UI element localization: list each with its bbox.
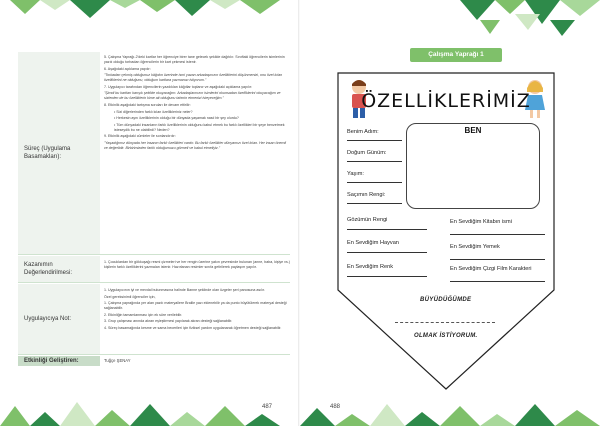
row-label: Uygulayıcıya Not: — [24, 316, 72, 322]
note-item: 3. Grup çalışması anında akran eşleştirmesi yapılarak akran desteği sağlanabilir. — [104, 319, 233, 324]
developer-name: Tuğçe ŞENAY — [104, 358, 131, 363]
table-row-process — [18, 52, 290, 255]
worksheet-title: ÖZELLİKLERİMİZ — [361, 90, 531, 112]
process-quote: "Yaşadığımız dünyada her insanın farklı özellikleri vardır. Bu farklı özellikler dünyamızı özel kılan. Her insan önemli ve değerlidir. Birbirimizden farklı olduğumuzu görmeli ve kabul etmeliyiz." — [104, 140, 287, 150]
field-label: En Sevdiğim Renk — [347, 264, 394, 270]
row-label: Süreç (Uygulama Basamakları): — [24, 146, 71, 160]
process-quote: "Şimdi bu kartları karışık şekilde okuyacağım. Arkadaşlarınızın isimlerini okunsadan özelliklerini okuyacağım ve sizlerden de bu özelliklerin kime ait olduğunu tahmin etmenizi isteyeceğim." — [104, 91, 281, 101]
bottom-decoration-left — [0, 392, 300, 426]
field-label: Benim Adım: — [347, 129, 379, 135]
answer-line[interactable] — [347, 229, 427, 230]
process-item: 6. Aşağıdaki açıklama yapılır: — [104, 66, 151, 71]
dream-job-line[interactable] — [395, 322, 495, 323]
discussion-question: • Sizi diğerlerinden farklı kılan özellikleriniz neler? — [114, 109, 193, 114]
process-item: 7. Uygulayıcı tarafından öğrencilerin yazdıkları kâğıtlar toplanır ve aşağıdaki açıklama yapılır: — [104, 84, 253, 89]
answer-line[interactable] — [450, 281, 545, 282]
page-number: 487 — [262, 404, 273, 410]
answer-line[interactable] — [347, 161, 402, 162]
row-label-cell — [18, 284, 100, 354]
row-label-cell — [18, 356, 100, 366]
answer-line[interactable] — [450, 234, 545, 235]
table-row-evaluation — [18, 256, 290, 283]
top-decoration-right — [300, 0, 600, 50]
process-item: 8. Etkinlik aşağıdaki tartışma soruları ile devam ettirilir: — [104, 102, 191, 107]
row-content — [104, 55, 290, 254]
process-quote: "Torbadan çekmiş olduğunuz kâğıdın üzerinde ismi yazan arkadaşınızın özelliklerini düşünmenizi, onu özel kılan özelliklerini ne olduğunu, olduğum kartlara yazmanızı istiyorum." — [104, 73, 283, 83]
note-item: 2. Etkinliğin tamamlanması için ek süre verilebilir. — [104, 312, 183, 317]
ben-label: BEN — [464, 126, 482, 135]
field-label: En Sevdiğim Yemek — [450, 244, 500, 250]
answer-line[interactable] — [347, 252, 427, 253]
note-item: 1. Uygulayıcının iyi ve mevdal bulunmasına halinde Banne şeklinde olan üzgeler şeri panosuna asılır. — [104, 288, 266, 292]
answer-line[interactable] — [347, 182, 402, 183]
field-label: Yaşım: — [347, 171, 364, 177]
bottom-decoration-right — [300, 392, 600, 426]
field-label: Gözümün Rengi — [347, 217, 388, 223]
field-label: En Sevdiğim Hayvan — [347, 240, 399, 246]
note-item: 4. Süreç basamağında kesme ve sama becerileri için fiziksel yardım uygulanarak öğretmen desteği sağlanabilir. — [104, 325, 282, 330]
answer-line[interactable] — [347, 276, 427, 277]
field-label: Doğum Günüm: — [347, 150, 387, 156]
page-number: 488 — [330, 404, 341, 410]
want-to-be-label: OLMAK İSTİYORUM. — [414, 333, 478, 339]
row-content — [104, 358, 290, 366]
discussion-question: • Tüm dünyadaki insanların farklı özelliklerinin olduğunu kabul etmek bu farklı özellikleri bir şeye benzetmek isteseydik bu ne olabilirdi? Neden? — [114, 122, 285, 132]
ben-box[interactable] — [406, 123, 540, 209]
answer-line[interactable] — [347, 140, 402, 141]
row-content — [104, 260, 290, 282]
grow-up-label: BÜYÜDÜĞÜMDE — [420, 297, 472, 303]
answer-line[interactable] — [450, 259, 545, 260]
field-label: Saçımın Rengi: — [347, 192, 386, 198]
field-label: En Sevdiğim Kitabın ismi — [450, 219, 512, 225]
process-item: 9. Etkinlik aşağıdaki cümleler ile sonlandırılır: — [104, 134, 176, 139]
table-row-developer — [18, 356, 290, 366]
row-content — [104, 288, 290, 354]
row-label-cell — [18, 256, 100, 282]
row-label-cell — [18, 52, 100, 254]
process-item: 5. Çalışma Yaprağı-2'deki kartlar her öğrenciye birer tane gelecek şekilde dağıtılır. Sınıftaki öğrencilerin isimlerinin yazılı olduğu torbadan öğrencilerin bir kart çekmesi istenir. — [104, 55, 285, 64]
row-label: Kazanımın Değerlendirilmesi: — [24, 262, 73, 276]
note-item: 1. Çalışma yaprağında yer alan yazılı materyallere Braille yazı eklenebilir ya da punto büyütülerek materyal desteği sağlanabilir. — [104, 301, 287, 311]
evaluation-item: 1. Çocuklardan bir gökkuşağı resmi çizmeleri ve her rengin üzerine yakın çevresinde bulunan (anne, baba, kişiye vs.) kişilerin farklı özelliklerini yazmaları istenir. Hazırlanan resimler sınıfa getirilerek paylaşım yapılır. — [104, 260, 290, 269]
note-item: Özel gereksinimli öğrenciler için, — [104, 294, 156, 299]
table-row-note — [18, 284, 290, 355]
row-label: Etkinliği Geliştiren: — [24, 358, 79, 364]
answer-line[interactable] — [347, 203, 402, 204]
top-decoration-left — [0, 0, 300, 40]
worksheet-ribbon: Çalışma Yaprağı 1 — [410, 48, 502, 62]
field-label: En Sevdiğim Çizgi Film Karakteri — [450, 266, 532, 272]
discussion-question: • Herkesin aynı özelliklerinin olduğu bir dünyada yaşamak nasıl bir şey olurdu? — [114, 116, 239, 121]
